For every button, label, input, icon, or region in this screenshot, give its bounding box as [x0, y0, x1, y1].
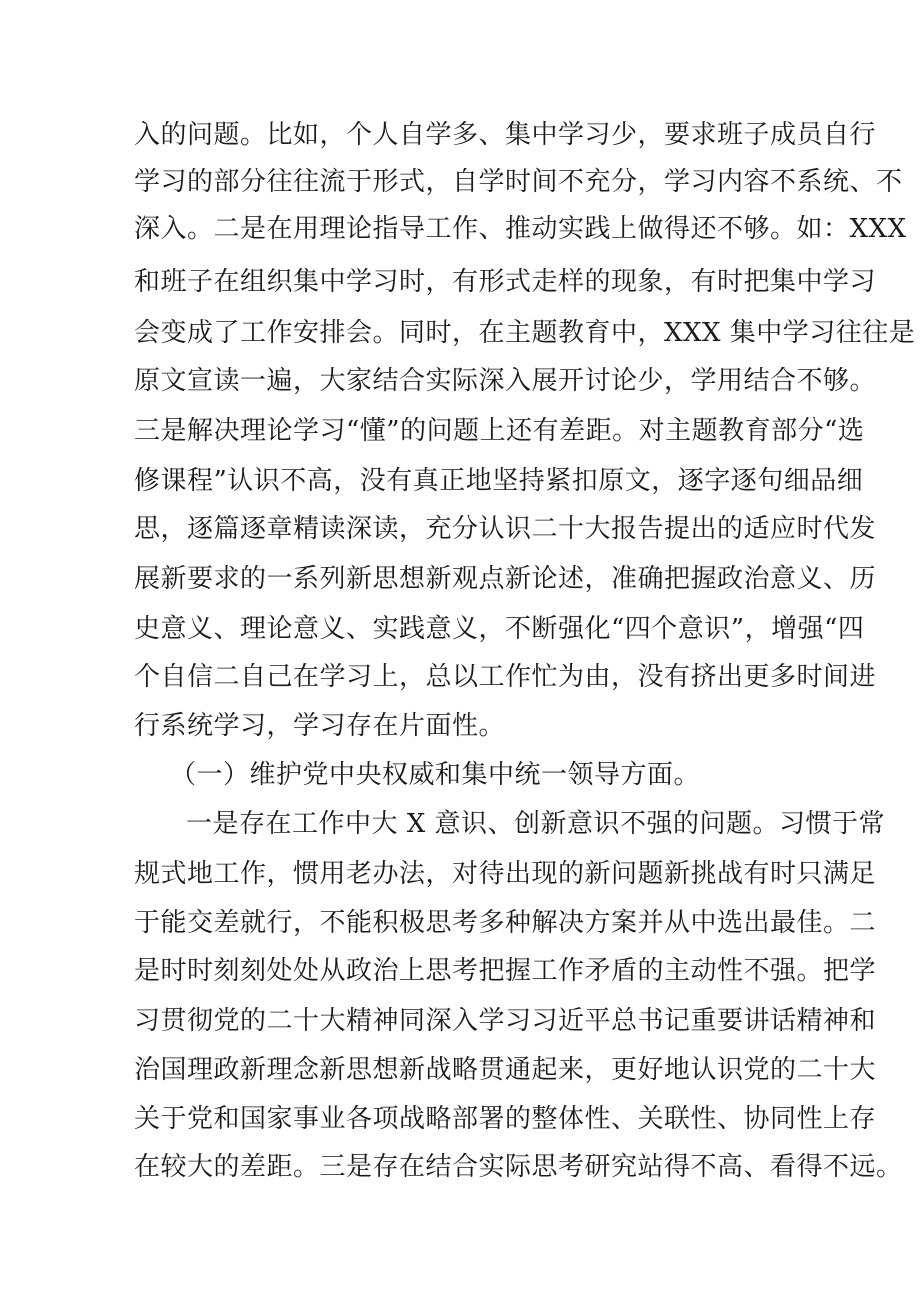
paragraph-line: 是时时刻刻处处从政治上思考把握工作矛盾的主动性不强。把学 — [134, 956, 877, 986]
paragraph-line: 深入。二是在用理论指导工作、推动实践上做得还不够。如：XXX — [134, 214, 907, 244]
paragraph-line: 治国理政新理念新思想新战略贯通起来，更好地认识党的二十大 — [134, 1055, 877, 1085]
paragraph-line: 原文宣读一遍，大家结合实际深入展开讨论少，学用结合不够。 — [134, 366, 877, 396]
paragraph-line: 思，逐篇逐章精读深读，充分认识二十大报告提出的适应时代发 — [134, 514, 877, 544]
paragraph-line: 于能交差就行，不能积极思考多种解决方案并从中选出最佳。二 — [134, 908, 877, 938]
paragraph-line: 学习的部分往往流于形式，自学时间不充分，学习内容不系统、不 — [134, 167, 903, 197]
paragraph-line: 习贯彻党的二十大精神同深入学习习近平总书记重要讲话精神和 — [134, 1006, 877, 1036]
paragraph-line: 规式地工作，惯用老办法，对待出现的新问题新挑战有时只满足 — [134, 859, 877, 889]
paragraph-line: 三是解决理论学习“懂”的问题上还有差距。对主题教育部分“选 — [134, 416, 865, 446]
paragraph-line: 在较大的差距。三是存在结合实际思考研究站得不高、看得不远。 — [134, 1152, 903, 1182]
paragraph-line: 一是存在工作中大 X 意识、创新意识不强的问题。习惯于常 — [186, 809, 886, 839]
paragraph-line: 个自信二自己在学习上，总以工作忙为由，没有挤出更多时间进 — [134, 662, 877, 692]
section-heading: （一）维护党中央权威和集中统一领导方面。 — [170, 760, 701, 790]
paragraph-line: 关于党和国家事业各项战略部署的整体性、关联性、协同性上存 — [134, 1104, 877, 1134]
paragraph-line: 展新要求的一系列新思想新观点新论述，准确把握政治意义、历 — [134, 564, 877, 594]
paragraph-line: 和班子在组织集中学习时，有形式走样的现象，有时把集中学习 — [134, 267, 877, 297]
paragraph-line: 行系统学习，学习存在片面性。 — [134, 711, 506, 741]
paragraph-line: 入的问题。比如，个人自学多、集中学习少，要求班子成员自行 — [134, 120, 877, 150]
paragraph-line: 修课程”认识不高，没有真正地坚持紧扣原文，逐字逐句细品细 — [134, 466, 864, 496]
paragraph-line: 史意义、理论意义、实践意义，不断强化“四个意识”，增强“四 — [134, 614, 865, 644]
paragraph-line: 会变成了工作安排会。同时，在主题教育中，XXX 集中学习往往是 — [134, 318, 916, 348]
